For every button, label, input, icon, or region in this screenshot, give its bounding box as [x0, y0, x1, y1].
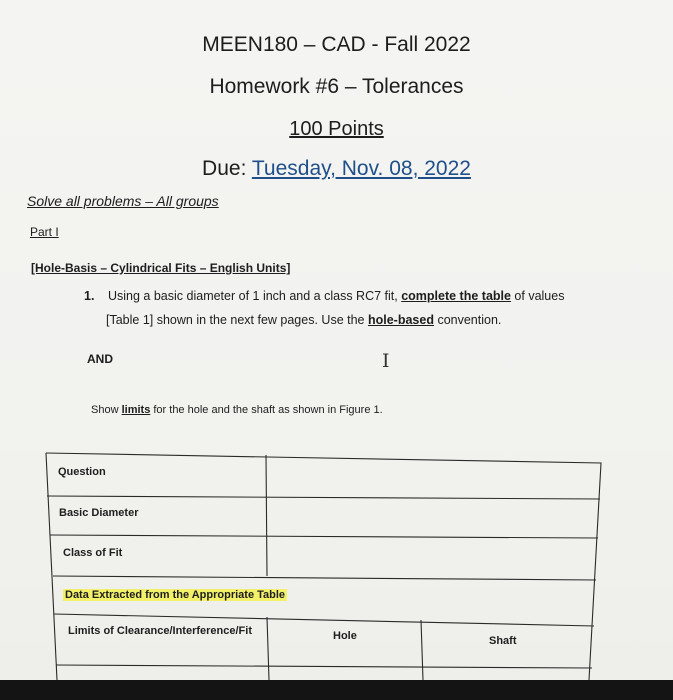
limits-label: Limits of Clearance/Interference/Fit: [68, 625, 252, 637]
show-text-b: for the hole and the shaft as shown in Figure 1.: [150, 404, 383, 416]
question-number: 1.: [84, 289, 95, 303]
and-label: AND: [87, 352, 113, 366]
shaft-column-header: Shaft: [489, 635, 517, 647]
complete-table-phrase: complete the table: [401, 289, 511, 303]
due-date-link[interactable]: Tuesday, Nov. 08, 2022: [251, 157, 471, 180]
hole-column-header: Hole: [333, 630, 357, 642]
section-heading: [Hole-Basis – Cylindrical Fits – English Units]: [31, 261, 291, 275]
highlighted-table-row: [63, 589, 287, 601]
due-label: Due:: [202, 157, 247, 180]
part-heading: Part I: [30, 225, 59, 239]
q1-text-c: [Table 1] shown in the next few pages. Use the: [106, 313, 368, 327]
text-cursor-icon: I: [382, 350, 390, 372]
highlighted-label: Data Extracted from the Appropriate Table: [65, 589, 286, 601]
limits-phrase: limits: [121, 404, 151, 416]
table-row-label: Basic Diameter: [59, 507, 139, 519]
q1-text-a: Using a basic diameter of 1 inch and a class RC7 fit,: [108, 289, 402, 303]
table-row-label: Class of Fit: [63, 547, 123, 559]
show-text-a: Show: [91, 404, 122, 416]
hole-based-phrase: hole-based: [367, 313, 434, 327]
homework-title: Homework #6 – Tolerances: [209, 75, 464, 98]
q1-text-b: of values: [510, 289, 565, 303]
points-text: 100 Points: [289, 118, 384, 140]
table-row-label: Question: [58, 466, 106, 478]
solve-all-instruction: Solve all problems – All groups: [27, 193, 219, 209]
photo-bottom-edge: [0, 680, 673, 700]
q1-text-d: convention.: [433, 313, 502, 327]
course-title: MEEN180 – CAD - Fall 2022: [202, 33, 471, 56]
